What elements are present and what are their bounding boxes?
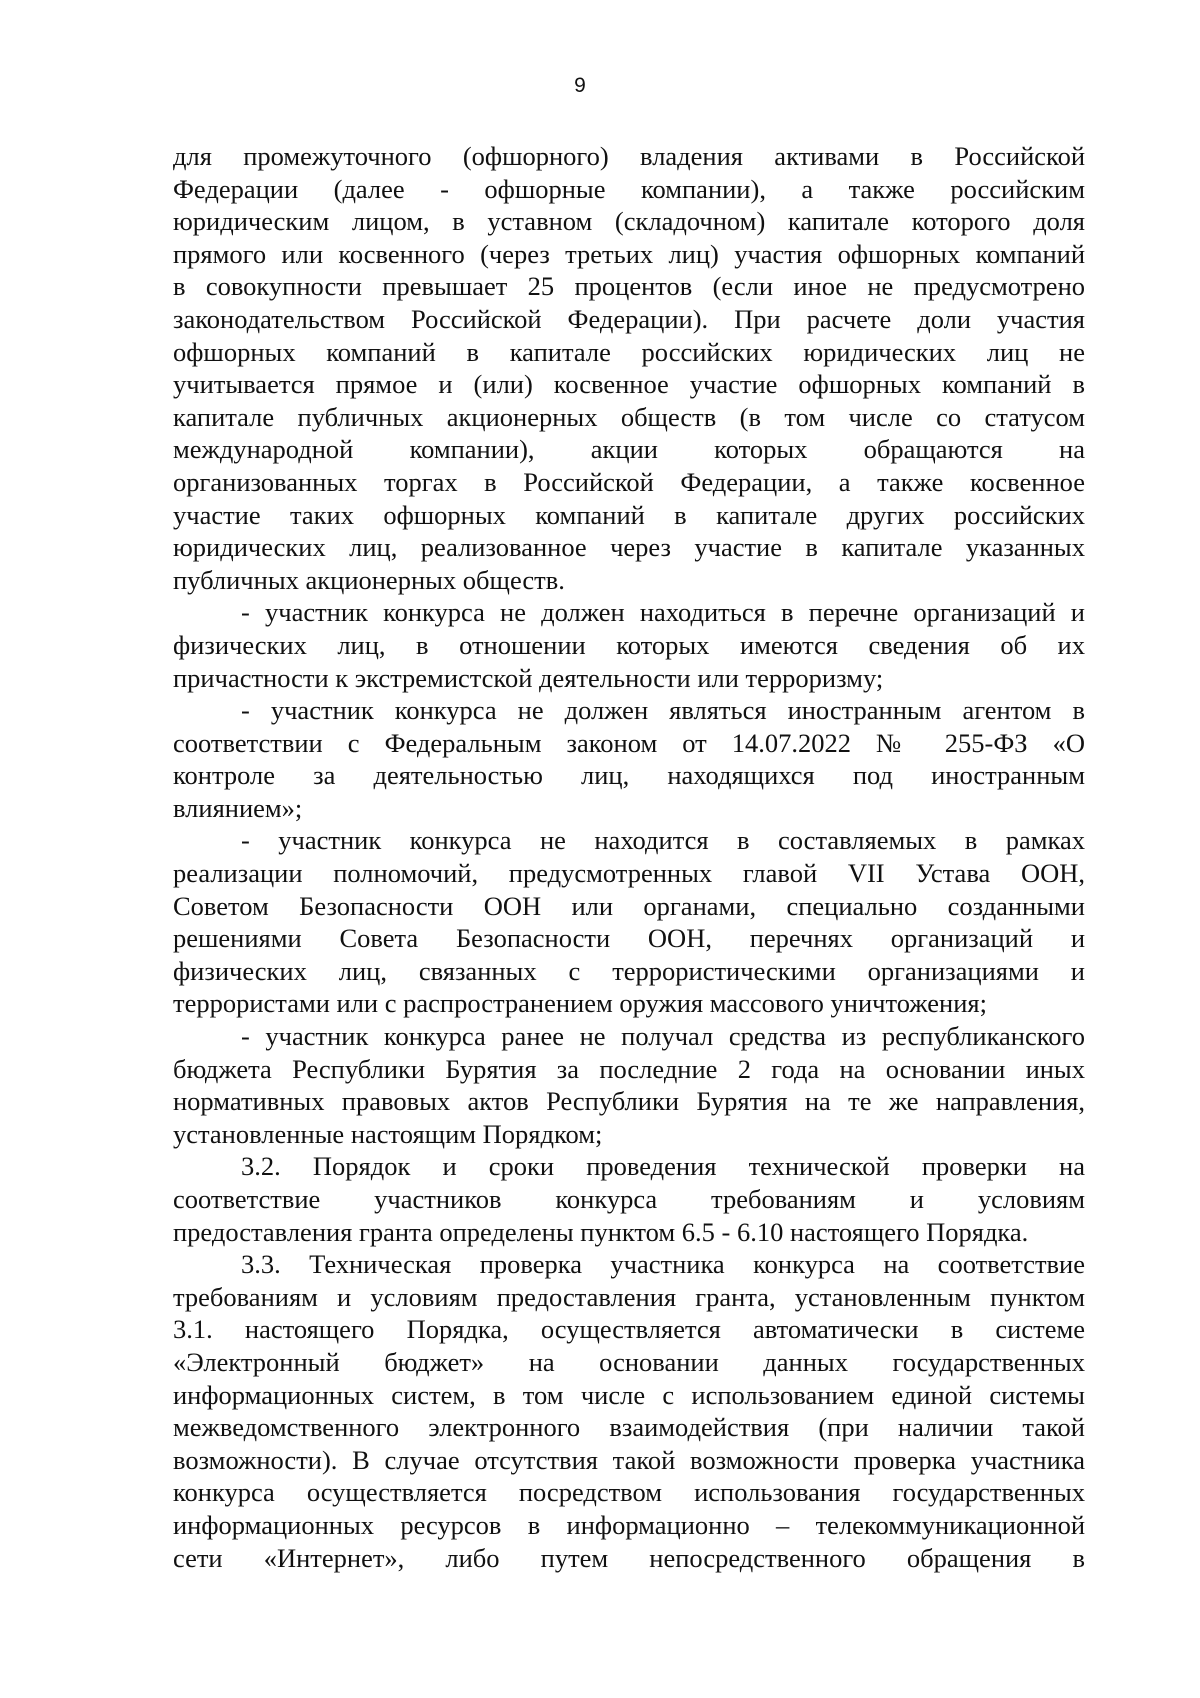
- text-line: учитывается прямое и (или) косвенное участие офшорных компаний в: [173, 369, 1085, 400]
- text-line: реализации полномочий, предусмотренных главой VII Устава ООН,: [173, 858, 1085, 889]
- text-line: организованных торгах в Российской Федерации, а также косвенное: [173, 466, 1085, 497]
- text-line: 3.3. Техническая проверка участника конкурса на соответствие: [241, 1249, 1085, 1280]
- text-line: террористами или с распространением оружия массового уничтожения;: [173, 988, 987, 1019]
- text-line: межведомственного электронного взаимодействия (при наличии такой: [173, 1412, 1085, 1443]
- text-line: физических лиц, в отношении которых имеются сведения об их: [173, 629, 1085, 660]
- text-line: капитале публичных акционерных обществ (в том числе со статусом: [173, 401, 1085, 432]
- text-line: в совокупности превышает 25 процентов (если иное не предусмотрено: [173, 271, 1085, 302]
- text-line: - участник конкурса ранее не получал средства из республиканского: [241, 1021, 1085, 1052]
- text-line: соответствие участников конкурса требованиям и условиям: [173, 1184, 1085, 1214]
- text-line: информационных ресурсов в информационно – телекоммуникационной: [173, 1509, 1085, 1540]
- text-line: юридическим лицом, в уставном (складочном) капитале которого доля: [173, 206, 1085, 237]
- text-line: - участник конкурса не должен находиться в перечне организаций и: [241, 597, 1085, 628]
- page-number: 9: [574, 74, 586, 97]
- text-line: физических лиц, связанных с террористическими организациями и: [173, 955, 1085, 986]
- text-line: решениями Совета Безопасности ООН, перечнях организаций и: [173, 923, 1085, 954]
- text-line: участие таких офшорных компаний в капитале других российских: [173, 499, 1085, 530]
- text-line: для промежуточного (офшорного) владения активами в Российской: [173, 141, 1085, 171]
- text-line: предоставления гранта определены пунктом 6.5 - 6.10 настоящего Порядка.: [173, 1216, 1029, 1247]
- text-line: требованиям и условиям предоставления гранта, установленным пунктом: [173, 1281, 1085, 1312]
- text-line: установленные настоящим Порядком;: [173, 1118, 603, 1149]
- text-line: «Электронный бюджет» на основании данных государственных: [173, 1346, 1085, 1377]
- text-line: прямого или косвенного (через третьих лиц) участия офшорных компаний: [173, 238, 1085, 269]
- text-line: конкурса осуществляется посредством использования государственных: [173, 1477, 1085, 1508]
- text-line: сети «Интернет», либо путем непосредственного обращения в: [173, 1542, 1085, 1573]
- text-line: - участник конкурса не находится в составляемых в рамках: [241, 825, 1085, 856]
- text-line: законодательством Российской Федерации). При расчете доли участия: [173, 303, 1085, 334]
- text-line: возможности). В случае отсутствия такой возможности проверка участника: [173, 1444, 1085, 1475]
- text-line: бюджета Республики Бурятия за последние 2 года на основании иных: [173, 1053, 1085, 1084]
- document-body: [173, 140, 1085, 1574]
- text-line: информационных систем, в том числе с использованием единой системы: [173, 1379, 1085, 1410]
- text-line: международной компании), акции которых обращаются на: [173, 434, 1085, 465]
- text-line: влиянием»;: [173, 792, 303, 823]
- text-line: соответствии с Федеральным законом от 14.07.2022 № 255-ФЗ «О: [173, 727, 1085, 758]
- text-line: публичных акционерных обществ.: [173, 564, 565, 595]
- text-line: нормативных правовых актов Республики Бурятия на те же направления,: [173, 1086, 1085, 1117]
- text-line: Федерации (далее - офшорные компании), а также российским: [173, 173, 1085, 204]
- text-line: причастности к экстремистской деятельности или терроризму;: [173, 662, 884, 693]
- text-line: контроле за деятельностью лиц, находящихся под иностранным: [173, 760, 1085, 791]
- text-line: 3.2. Порядок и сроки проведения технической проверки на: [241, 1151, 1085, 1182]
- text-line: офшорных компаний в капитале российских юридических лиц не: [173, 336, 1085, 367]
- text-line: - участник конкурса не должен являться иностранным агентом в: [241, 695, 1085, 726]
- text-line: юридических лиц, реализованное через участие в капитале указанных: [173, 532, 1085, 563]
- text-line: Советом Безопасности ООН или органами, специально созданными: [173, 890, 1085, 921]
- text-line: 3.1. настоящего Порядка, осуществляется автоматически в системе: [173, 1314, 1085, 1345]
